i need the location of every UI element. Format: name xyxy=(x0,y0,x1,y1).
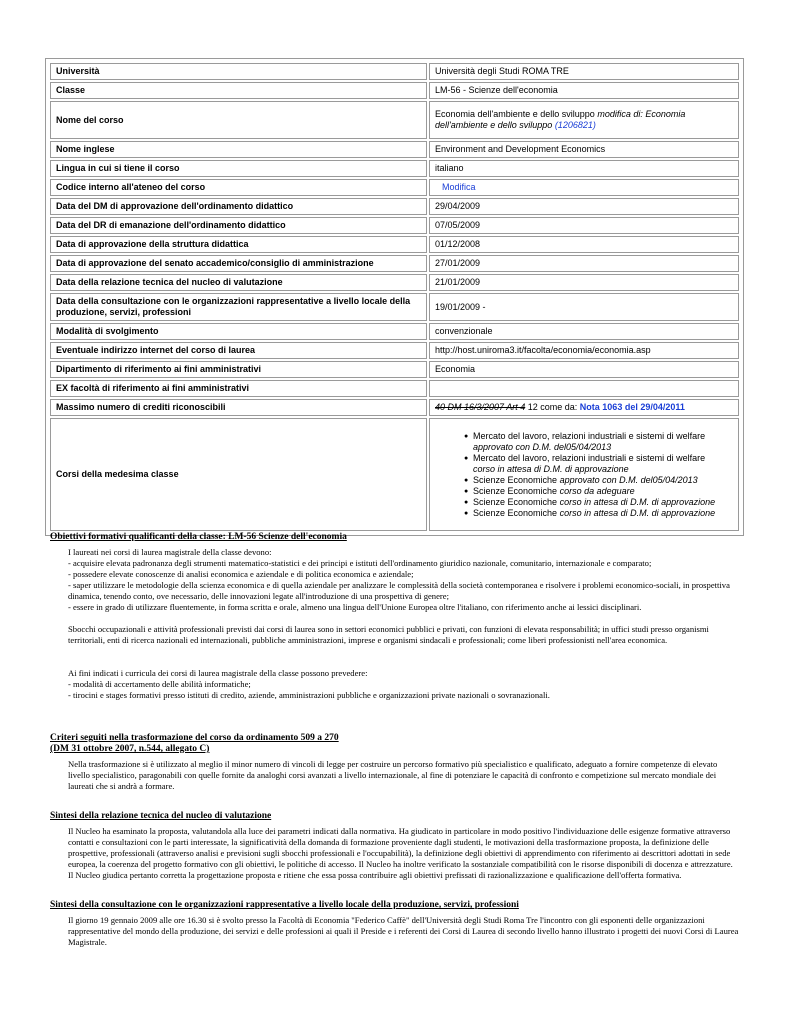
row-indirizzo-internet xyxy=(50,342,739,359)
section-nucleo xyxy=(50,811,740,881)
modifica-link[interactable]: Modifica xyxy=(442,182,476,192)
course-name: Economia dell'ambiente e dello sviluppo xyxy=(435,109,595,119)
row-value: italiano xyxy=(429,160,739,177)
class-courses-list xyxy=(435,431,733,519)
crediti-value: 12 come da: xyxy=(527,402,578,412)
section-title: Obiettivi formativi qualificanti della classe: LM-56 Scienze dell'economia xyxy=(50,532,347,542)
row-label: Data di approvazione del senato accademico/consiglio di amministrazione xyxy=(50,255,427,272)
section-body: Il Nucleo ha esaminato la proposta, valutandola alla luce dei parametri indicati dalla normativa. Ha giudicato in particolare in modo positivo l'individuazione delle esigenze formative attraverso contatti e consultazioni con le parti interessate, la significatività della domanda di formazione proveniente dagli studenti, le motivazioni della trasformazione proposta, la definizione delle prospettive, professionali (attraverso analisi e previsioni sugli sbocchi professionali e l'occupabilità), la definizione degli obiettivi di apprendimento con riferimento ai descrittori adottati in sede europea, la coerenza del progetto formativo con gli obiettivi, le politiche di accesso. Il Nucleo ha inoltre verificato la sostanziale compatibilità con le risorse disponibili di docenza e attrezzature. Il Nucleo giudica pertanto corretta la progettazione proposta e ritiene che essa possa contribuire agli obiettivi prefissati di razionalizzazione e qualificazione dell'offerta formativa. xyxy=(68,826,733,880)
row-label: Nome inglese xyxy=(50,141,427,158)
section-title: Criteri seguiti nella trasformazione del corso da ordinamento 509 a 270 xyxy=(50,733,339,743)
list-item xyxy=(473,508,733,519)
row-classe xyxy=(50,82,739,99)
row-label: Data del DM di approvazione dell'ordinamento didattico xyxy=(50,198,427,215)
row-label: Università xyxy=(50,63,427,80)
row-value xyxy=(429,179,739,196)
row-codice-interno xyxy=(50,179,739,196)
section-body: Nella trasformazione si è utilizzato al meglio il minor numero di vincoli di legge per costruire un percorso formativo più specialistico e qualificato, adeguato a fornire competenze di elevato livello specialistico, paragonabili con quelle fornite da analoghi corsi avanzati a livello internazionale, al fine di potenziare le capacità di confronto e competizione sul mercato mondiale dei laureati che si andrà a formare. xyxy=(68,759,718,791)
section-obiettivi xyxy=(50,532,740,701)
course-status: corso in attesa di D.M. di approvazione xyxy=(559,496,716,507)
course-status: corso in attesa di D.M. di approvazione xyxy=(559,507,716,518)
row-nome-inglese xyxy=(50,141,739,158)
row-value: 21/01/2009 xyxy=(429,274,739,291)
course-modification: modifica di: Economia dell'ambiente e dello sviluppo xyxy=(435,109,686,130)
row-corsi-classe xyxy=(50,418,739,531)
nota-link[interactable]: Nota 1063 del 29/04/2011 xyxy=(579,402,685,412)
row-value: 01/12/2008 xyxy=(429,236,739,253)
row-ex-facolta xyxy=(50,380,739,397)
row-data-senato xyxy=(50,255,739,272)
section-consultazione xyxy=(50,900,740,948)
row-nome-corso xyxy=(50,101,739,139)
row-data-consultazione xyxy=(50,293,739,321)
row-value: LM-56 - Scienze dell'economia xyxy=(429,82,739,99)
list-item xyxy=(473,486,733,497)
course-status: approvato con D.M. del05/04/2013 xyxy=(559,474,698,485)
row-label: Modalità di svolgimento xyxy=(50,323,427,340)
course-title: Scienze Economiche xyxy=(473,496,558,507)
course-title: Mercato del lavoro, relazioni industriali e sistemi di welfare xyxy=(473,430,706,441)
list-item xyxy=(473,431,733,453)
section-title: Sintesi della relazione tecnica del nucleo di valutazione xyxy=(50,811,272,821)
row-lingua xyxy=(50,160,739,177)
course-title: Scienze Economiche xyxy=(473,474,558,485)
row-crediti xyxy=(50,399,739,416)
row-value xyxy=(429,380,739,397)
row-label: Dipartimento di riferimento ai fini amministrativi xyxy=(50,361,427,378)
course-code-link[interactable]: (1206821) xyxy=(554,120,596,130)
row-value: convenzionale xyxy=(429,323,739,340)
section-body: Il giorno 19 gennaio 2009 alle ore 16.30 si è svolto presso la Facoltà di Economia "Federico Caffè" dell'Università degli Studi Roma Tre l'incontro con gli esponenti delle organizzazioni rappresentative del mondo della produzione, dei servizi e delle professioni ai quali il Preside e i referenti dei Corsi di Laurea di secondo livello hanno illustrato i progetti dei nuovi Corsi di Laurea Magistrale. xyxy=(68,915,739,947)
section-title: Sintesi della consultazione con le organizzazioni rappresentative a livello locale della produzione, servizi, professioni xyxy=(50,900,519,910)
row-data-dm xyxy=(50,198,739,215)
row-value xyxy=(429,418,739,531)
row-modalita xyxy=(50,323,739,340)
row-universita xyxy=(50,63,739,80)
row-label: Corsi della medesima classe xyxy=(50,418,427,531)
list-item xyxy=(473,453,733,475)
row-label: Codice interno all'ateneo del corso xyxy=(50,179,427,196)
row-value: 19/01/2009 - xyxy=(429,293,739,321)
course-info-grid xyxy=(48,61,741,533)
course-status: approvato con D.M. del05/04/2013 xyxy=(473,441,612,452)
section-subtitle: (DM 31 ottobre 2007, n.544, allegato C) xyxy=(50,744,210,754)
course-info-table xyxy=(45,58,744,536)
course-title: Scienze Economiche xyxy=(473,485,558,496)
row-label: EX facoltà di riferimento ai fini amministrativi xyxy=(50,380,427,397)
row-data-dr xyxy=(50,217,739,234)
section-criteri xyxy=(50,733,740,792)
row-value: Economia xyxy=(429,361,739,378)
row-data-nucleo xyxy=(50,274,739,291)
course-title: Mercato del lavoro, relazioni industriali e sistemi di welfare xyxy=(473,452,706,463)
section-body: I laureati nei corsi di laurea magistrale della classe devono: - acquisire elevata padronanza degli strumenti matematico-statistici e dei principi e istituti dell'ordinamento giuridico nazionale, comunitario, internazionale e comparato; - possedere elevate conoscenze di analisi economica e aziendale e di politica economica e aziendale; - saper utilizzare le metodologie della scienza economica e di quella aziendale per analizzare le complessità della società contemporanea e risolvere i problemi economico-sociali, in prospettiva dinamica, tenendo conto, ove necessario, delle innovazioni legate all'introduzione di una prospettiva di genere; - essere in grado di utilizzare fluentemente, in forma scritta e orale, almeno una lingua dell'Unione Europea oltre l'italiano, con riferimento anche ai lessici disciplinari. Sbocchi occupazionali e attività professionali previsti dai corsi di laurea sono in settori economici pubblici e privati, con funzioni di elevata responsabilità; in uffici studi presso organismi territoriali, enti di ricerca nazionali ed internazionali, pubbliche amministrazioni, imprese e organismi sindacali e professionali; come liberi professionisti nell'area economica. Ai fini indicati i curricula dei corsi di laurea magistrale della classe possono prevedere: - modalità di accertamento delle abilità informatiche; - tirocini e stages formativi presso istituti di credito, aziende, amministrazioni pubbliche e organizzazioni private nazionali o sovranazionali. xyxy=(68,547,730,700)
course-title: Scienze Economiche xyxy=(473,507,558,518)
row-label: Data di approvazione della struttura didattica xyxy=(50,236,427,253)
row-dipartimento xyxy=(50,361,739,378)
row-value: 27/01/2009 xyxy=(429,255,739,272)
row-value: 07/05/2009 xyxy=(429,217,739,234)
row-label: Eventuale indirizzo internet del corso di laurea xyxy=(50,342,427,359)
row-value: Environment and Development Economics xyxy=(429,141,739,158)
course-status: corso da adeguare xyxy=(559,485,635,496)
row-label: Data del DR di emanazione dell'ordinamento didattico xyxy=(50,217,427,234)
row-label: Data della relazione tecnica del nucleo di valutazione xyxy=(50,274,427,291)
row-label: Massimo numero di crediti riconoscibili xyxy=(50,399,427,416)
crediti-old-reference: 40 DM 16/3/2007 Art 4 xyxy=(435,402,526,412)
row-label: Data della consultazione con le organizzazioni rappresentative a livello locale della produzione, servizi, professioni xyxy=(50,293,427,321)
row-value: 29/04/2009 xyxy=(429,198,739,215)
document-sections xyxy=(50,532,740,948)
row-value xyxy=(429,101,739,139)
course-status: corso in attesa di D.M. di approvazione xyxy=(473,463,629,474)
row-label: Classe xyxy=(50,82,427,99)
row-label: Nome del corso xyxy=(50,101,427,139)
row-value: http://host.uniroma3.it/facolta/economia/economia.asp xyxy=(429,342,739,359)
list-item xyxy=(473,475,733,486)
row-value: Università degli Studi ROMA TRE xyxy=(429,63,739,80)
row-label: Lingua in cui si tiene il corso xyxy=(50,160,427,177)
row-value xyxy=(429,399,739,416)
list-item xyxy=(473,497,733,508)
row-data-struttura xyxy=(50,236,739,253)
